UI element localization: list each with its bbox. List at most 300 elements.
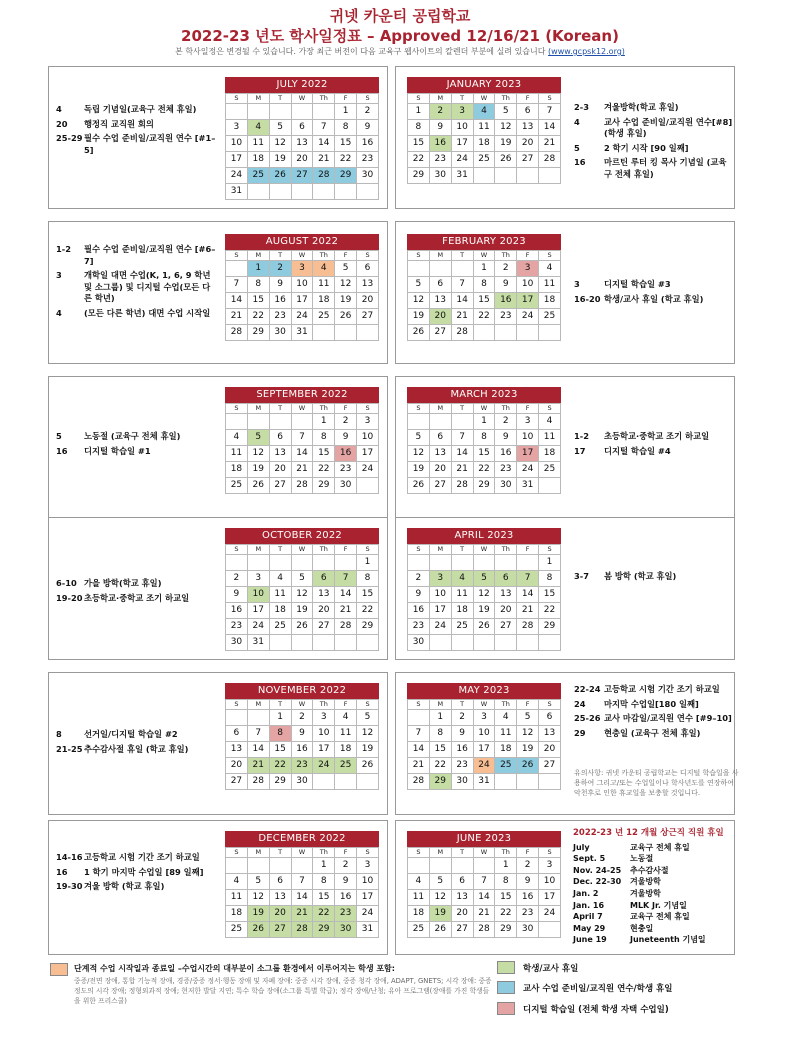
day-cell: 3 <box>357 414 379 430</box>
day-cell: 1 <box>357 555 379 571</box>
event-text: 디지털 학습일 #4 <box>604 445 671 456</box>
event-item <box>56 729 221 741</box>
day-cell: 29 <box>539 619 561 635</box>
day-cell: 26 <box>429 922 451 938</box>
day-cell: 27 <box>313 619 335 635</box>
weekday-header: F <box>335 94 357 104</box>
empty-cell <box>408 710 430 726</box>
day-cell: 11 <box>408 890 430 906</box>
day-cell: 11 <box>269 587 291 603</box>
day-cell: 31 <box>451 168 473 184</box>
holiday-row <box>573 865 743 877</box>
day-cell: 9 <box>429 120 451 136</box>
day-cell: 21 <box>451 309 473 325</box>
empty-cell <box>473 325 495 341</box>
day-cell: 17 <box>451 136 473 152</box>
day-cell: 26 <box>495 152 517 168</box>
day-cell: 23 <box>357 152 379 168</box>
weekday-header: S <box>226 700 248 710</box>
day-cell: 1 <box>473 414 495 430</box>
weekday-header: T <box>451 700 473 710</box>
weekday-header: M <box>429 404 451 414</box>
events-december <box>56 852 216 896</box>
weekday-header: Th <box>495 404 517 414</box>
day-cell: 8 <box>539 571 561 587</box>
event-item <box>574 117 734 140</box>
day-cell: 30 <box>226 635 248 651</box>
day-cell: 6 <box>451 874 473 890</box>
page-header <box>0 6 800 58</box>
day-cell: 2 <box>495 261 517 277</box>
event-item <box>574 279 734 291</box>
day-cell: 2 <box>495 414 517 430</box>
day-cell: 28 <box>335 619 357 635</box>
weekday-header: S <box>539 700 561 710</box>
event-text: 마지막 수업일[180 일째] <box>604 698 699 709</box>
day-cell: 10 <box>226 136 248 152</box>
weekday-header: S <box>226 848 248 858</box>
day-cell: 15 <box>269 742 291 758</box>
weekday-header: Th <box>495 700 517 710</box>
day-cell: 16 <box>335 446 357 462</box>
day-cell: 15 <box>473 293 495 309</box>
day-cell: 3 <box>226 120 248 136</box>
day-cell: 26 <box>473 619 495 635</box>
day-cell: 11 <box>539 430 561 446</box>
empty-cell <box>429 414 451 430</box>
weekday-header: S <box>539 94 561 104</box>
day-cell: 23 <box>408 619 430 635</box>
day-cell: 12 <box>429 890 451 906</box>
weekday-header: S <box>408 700 430 710</box>
day-cell: 17 <box>247 603 269 619</box>
event-text: 1 학기 마지막 수업일 [89 일째] <box>84 866 204 877</box>
month-title: MAY 2023 <box>407 683 561 699</box>
day-cell: 23 <box>495 309 517 325</box>
day-cell: 28 <box>539 152 561 168</box>
day-cell: 5 <box>269 120 291 136</box>
event-item <box>574 446 734 458</box>
event-item <box>56 852 216 864</box>
day-cell: 18 <box>539 446 561 462</box>
event-date: 29 <box>574 727 586 738</box>
day-cell: 22 <box>269 758 291 774</box>
day-cell: 29 <box>313 478 335 494</box>
day-cell: 12 <box>495 120 517 136</box>
day-cell: 18 <box>247 152 269 168</box>
day-cell: 8 <box>429 726 451 742</box>
day-cell: 1 <box>313 414 335 430</box>
month-grid <box>407 250 561 341</box>
event-item <box>56 104 216 116</box>
day-cell: 3 <box>291 261 313 277</box>
day-cell: 27 <box>429 478 451 494</box>
calendar-subtitle <box>0 46 800 58</box>
day-cell: 9 <box>335 874 357 890</box>
day-cell: 5 <box>429 874 451 890</box>
day-cell: 15 <box>357 587 379 603</box>
day-cell: 31 <box>517 478 539 494</box>
empty-cell <box>357 478 379 494</box>
day-cell: 25 <box>408 922 430 938</box>
event-date: 3 <box>574 279 580 289</box>
weekday-header: W <box>291 545 313 555</box>
day-cell: 10 <box>313 726 335 742</box>
day-cell: 22 <box>247 309 269 325</box>
event-text: (모든 다른 학년) 대면 수업 시작일 <box>84 307 211 318</box>
month-grid <box>407 93 561 184</box>
day-cell: 7 <box>291 874 313 890</box>
day-cell: 7 <box>408 726 430 742</box>
day-cell: 23 <box>495 462 517 478</box>
day-cell: 28 <box>226 325 248 341</box>
empty-cell <box>408 555 430 571</box>
day-cell: 20 <box>313 603 335 619</box>
weekday-header: F <box>517 545 539 555</box>
empty-cell <box>269 635 291 651</box>
day-cell: 27 <box>226 774 248 790</box>
empty-cell <box>357 325 379 341</box>
empty-cell <box>495 325 517 341</box>
holiday-date: Jan. 16 <box>573 900 605 910</box>
day-cell: 21 <box>408 758 430 774</box>
day-cell: 5 <box>408 277 430 293</box>
day-cell: 4 <box>451 571 473 587</box>
day-cell: 6 <box>517 104 539 120</box>
day-cell: 23 <box>269 309 291 325</box>
month-grid <box>225 544 379 651</box>
empty-cell <box>313 555 335 571</box>
month-grid <box>407 847 561 938</box>
day-cell: 21 <box>247 758 269 774</box>
event-text: 개학일 대면 수업(K, 1, 6, 9 학년 및 소그룹) 및 디지털 수업(모든 다른 학년) <box>84 270 211 303</box>
event-item <box>56 119 216 131</box>
day-cell: 16 <box>357 136 379 152</box>
day-cell: 3 <box>313 710 335 726</box>
empty-cell <box>408 414 430 430</box>
day-cell: 17 <box>517 446 539 462</box>
weekday-header: F <box>517 848 539 858</box>
day-cell: 13 <box>313 587 335 603</box>
day-cell: 13 <box>517 120 539 136</box>
day-cell: 8 <box>495 874 517 890</box>
empty-cell <box>517 774 539 790</box>
day-cell: 22 <box>539 603 561 619</box>
day-cell: 9 <box>291 726 313 742</box>
weekday-header: W <box>291 700 313 710</box>
holiday-name: 노동절 <box>630 854 654 864</box>
weekday-header: S <box>226 94 248 104</box>
day-cell: 6 <box>495 571 517 587</box>
weekday-header: W <box>473 94 495 104</box>
holiday-row <box>573 900 743 912</box>
calendar-november-2022 <box>225 683 379 790</box>
month-title: NOVEMBER 2022 <box>225 683 379 699</box>
day-cell: 15 <box>408 136 430 152</box>
day-cell: 3 <box>517 261 539 277</box>
day-cell: 22 <box>473 462 495 478</box>
calendar-may-2023 <box>407 683 561 790</box>
events-october <box>56 578 221 607</box>
month-grid <box>407 544 561 651</box>
day-cell: 29 <box>269 774 291 790</box>
empty-cell <box>269 104 291 120</box>
day-cell: 10 <box>517 430 539 446</box>
day-cell: 19 <box>473 603 495 619</box>
day-cell: 17 <box>226 152 248 168</box>
empty-cell <box>539 478 561 494</box>
day-cell: 21 <box>451 462 473 478</box>
holiday-name: 겨울방학 <box>630 877 661 887</box>
day-cell: 15 <box>495 890 517 906</box>
day-cell: 25 <box>335 758 357 774</box>
empty-cell <box>451 635 473 651</box>
day-cell: 27 <box>291 168 313 184</box>
event-item <box>56 244 216 267</box>
weekday-header: S <box>357 545 379 555</box>
day-cell: 24 <box>429 619 451 635</box>
day-cell: 28 <box>473 922 495 938</box>
empty-cell <box>408 261 430 277</box>
weekday-header: M <box>429 251 451 261</box>
day-cell: 9 <box>335 430 357 446</box>
events-april <box>574 571 734 586</box>
weekday-header: W <box>291 251 313 261</box>
day-cell: 9 <box>357 120 379 136</box>
day-cell: 4 <box>539 414 561 430</box>
weekday-header: S <box>539 545 561 555</box>
day-cell: 7 <box>451 430 473 446</box>
day-cell: 19 <box>408 462 430 478</box>
weekday-header: F <box>335 700 357 710</box>
weekday-header: S <box>539 404 561 414</box>
empty-cell <box>247 414 269 430</box>
weekday-header: M <box>429 848 451 858</box>
holiday-row <box>573 842 743 854</box>
day-cell: 31 <box>226 184 248 200</box>
day-cell: 21 <box>291 906 313 922</box>
day-cell: 30 <box>495 478 517 494</box>
event-date: 20 <box>56 118 68 129</box>
day-cell: 24 <box>226 168 248 184</box>
day-cell: 4 <box>539 261 561 277</box>
day-cell: 10 <box>357 874 379 890</box>
empty-cell <box>247 555 269 571</box>
day-cell: 20 <box>429 309 451 325</box>
empty-cell <box>495 774 517 790</box>
event-text: 겨울 방학 (학교 휴일) <box>84 881 165 891</box>
event-date: 3-7 <box>574 571 589 581</box>
day-cell: 25 <box>247 168 269 184</box>
calendar-october-2022 <box>225 528 379 651</box>
day-cell: 20 <box>226 758 248 774</box>
day-cell: 28 <box>451 478 473 494</box>
day-cell: 2 <box>269 261 291 277</box>
event-text: 학생/교사 휴일 (학교 휴일) <box>604 293 704 304</box>
empty-cell <box>247 184 269 200</box>
holiday-date: Dec. 22-30 <box>573 877 622 887</box>
weekday-header: Th <box>495 848 517 858</box>
empty-cell <box>269 858 291 874</box>
day-cell: 18 <box>473 136 495 152</box>
day-cell: 8 <box>408 120 430 136</box>
day-cell: 15 <box>313 446 335 462</box>
weekday-header: Th <box>313 404 335 414</box>
day-cell: 16 <box>408 603 430 619</box>
holiday-name: Juneteenth 기념일 <box>630 935 706 945</box>
empty-cell <box>357 635 379 651</box>
weekday-header: F <box>517 251 539 261</box>
empty-cell <box>247 858 269 874</box>
day-cell: 26 <box>247 478 269 494</box>
day-cell: 20 <box>451 906 473 922</box>
event-date: 19-20 <box>56 592 83 603</box>
empty-cell <box>473 635 495 651</box>
day-cell: 27 <box>517 152 539 168</box>
empty-cell <box>313 184 335 200</box>
empty-cell <box>539 635 561 651</box>
event-text: 필수 수업 준비일/교직원 연수 [#6–7] <box>84 244 216 266</box>
day-cell: 29 <box>429 774 451 790</box>
day-cell: 4 <box>226 874 248 890</box>
empty-cell <box>247 710 269 726</box>
empty-cell <box>429 555 451 571</box>
weekday-header: T <box>269 251 291 261</box>
day-cell: 22 <box>313 906 335 922</box>
event-item <box>574 699 739 711</box>
day-cell: 16 <box>291 742 313 758</box>
empty-cell <box>269 414 291 430</box>
event-item <box>574 102 734 114</box>
weekday-header: Th <box>313 251 335 261</box>
day-cell: 27 <box>357 309 379 325</box>
empty-cell <box>473 858 495 874</box>
day-cell: 4 <box>495 710 517 726</box>
event-item <box>56 133 216 156</box>
holiday-name: MLK Jr. 기념일 <box>630 900 687 910</box>
weekday-header: F <box>335 545 357 555</box>
month-title: OCTOBER 2022 <box>225 528 379 544</box>
weekday-header: Th <box>313 700 335 710</box>
month-title: AUGUST 2022 <box>225 234 379 250</box>
day-cell: 12 <box>269 136 291 152</box>
website-link[interactable]: (www.gcpsk12.org) <box>548 47 625 56</box>
day-cell: 23 <box>517 906 539 922</box>
day-cell: 26 <box>517 758 539 774</box>
day-cell: 12 <box>408 293 430 309</box>
events-july <box>56 104 216 159</box>
empty-cell <box>335 635 357 651</box>
day-cell: 12 <box>357 726 379 742</box>
weekday-header: S <box>226 545 248 555</box>
day-cell: 29 <box>408 168 430 184</box>
day-cell: 17 <box>291 293 313 309</box>
day-cell: 21 <box>517 603 539 619</box>
day-cell: 26 <box>408 478 430 494</box>
day-cell: 22 <box>495 906 517 922</box>
empty-cell <box>451 555 473 571</box>
day-cell: 6 <box>429 430 451 446</box>
day-cell: 21 <box>226 309 248 325</box>
day-cell: 9 <box>451 726 473 742</box>
weekday-header: Th <box>495 94 517 104</box>
day-cell: 16 <box>429 136 451 152</box>
day-cell: 13 <box>269 890 291 906</box>
weekday-header: F <box>335 251 357 261</box>
day-cell: 11 <box>313 277 335 293</box>
day-cell: 17 <box>539 890 561 906</box>
day-cell: 5 <box>495 104 517 120</box>
empty-cell <box>335 774 357 790</box>
event-date: 4 <box>56 104 62 114</box>
day-cell: 30 <box>429 168 451 184</box>
events-may <box>574 684 739 742</box>
day-cell: 30 <box>269 325 291 341</box>
day-cell: 4 <box>473 104 495 120</box>
day-cell: 3 <box>451 104 473 120</box>
day-cell: 17 <box>357 890 379 906</box>
day-cell: 9 <box>495 277 517 293</box>
day-cell: 29 <box>473 478 495 494</box>
empty-cell <box>269 555 291 571</box>
empty-cell <box>226 858 248 874</box>
day-cell: 3 <box>247 571 269 587</box>
weather-note: 유의사항: 귀넷 카운티 공립학교는 디지털 학습일을 사용하여 그리고/또는 수업일이나 학사년도를 연장하여 악천후로 인한 휴교일을 보충할 것입니다. <box>574 769 739 797</box>
day-cell: 28 <box>291 922 313 938</box>
day-cell: 12 <box>247 446 269 462</box>
weekday-header: T <box>269 848 291 858</box>
event-item <box>574 294 734 306</box>
empty-cell <box>517 325 539 341</box>
day-cell: 5 <box>357 710 379 726</box>
day-cell: 4 <box>226 430 248 446</box>
weekday-header: Th <box>313 545 335 555</box>
day-cell: 28 <box>408 774 430 790</box>
weekday-header: M <box>429 94 451 104</box>
day-cell: 6 <box>269 874 291 890</box>
empty-cell <box>429 635 451 651</box>
day-cell: 17 <box>429 603 451 619</box>
empty-cell <box>473 168 495 184</box>
day-cell: 7 <box>247 726 269 742</box>
day-cell: 12 <box>335 277 357 293</box>
event-date: 25-29 <box>56 133 83 143</box>
day-cell: 14 <box>451 293 473 309</box>
day-cell: 31 <box>291 325 313 341</box>
month-title: FEBRUARY 2023 <box>407 234 561 250</box>
weekday-header: S <box>408 94 430 104</box>
month-title: APRIL 2023 <box>407 528 561 544</box>
event-date: 6-10 <box>56 578 77 588</box>
month-title: JULY 2022 <box>225 77 379 93</box>
day-cell: 2 <box>291 710 313 726</box>
events-november <box>56 729 221 758</box>
holiday-date: Nov. 24-25 <box>573 865 622 875</box>
legend-blue-label: 교사 수업 준비일/교직원 연수/학생 휴일 <box>523 984 673 994</box>
day-cell: 23 <box>335 906 357 922</box>
day-cell: 27 <box>429 325 451 341</box>
day-cell: 7 <box>517 571 539 587</box>
event-date: 16 <box>56 866 68 877</box>
day-cell: 4 <box>335 710 357 726</box>
day-cell: 10 <box>451 120 473 136</box>
holiday-date: May 29 <box>573 923 606 933</box>
day-cell: 17 <box>313 742 335 758</box>
empty-cell <box>495 555 517 571</box>
weekday-header: T <box>451 251 473 261</box>
day-cell: 9 <box>517 874 539 890</box>
day-cell: 5 <box>291 571 313 587</box>
